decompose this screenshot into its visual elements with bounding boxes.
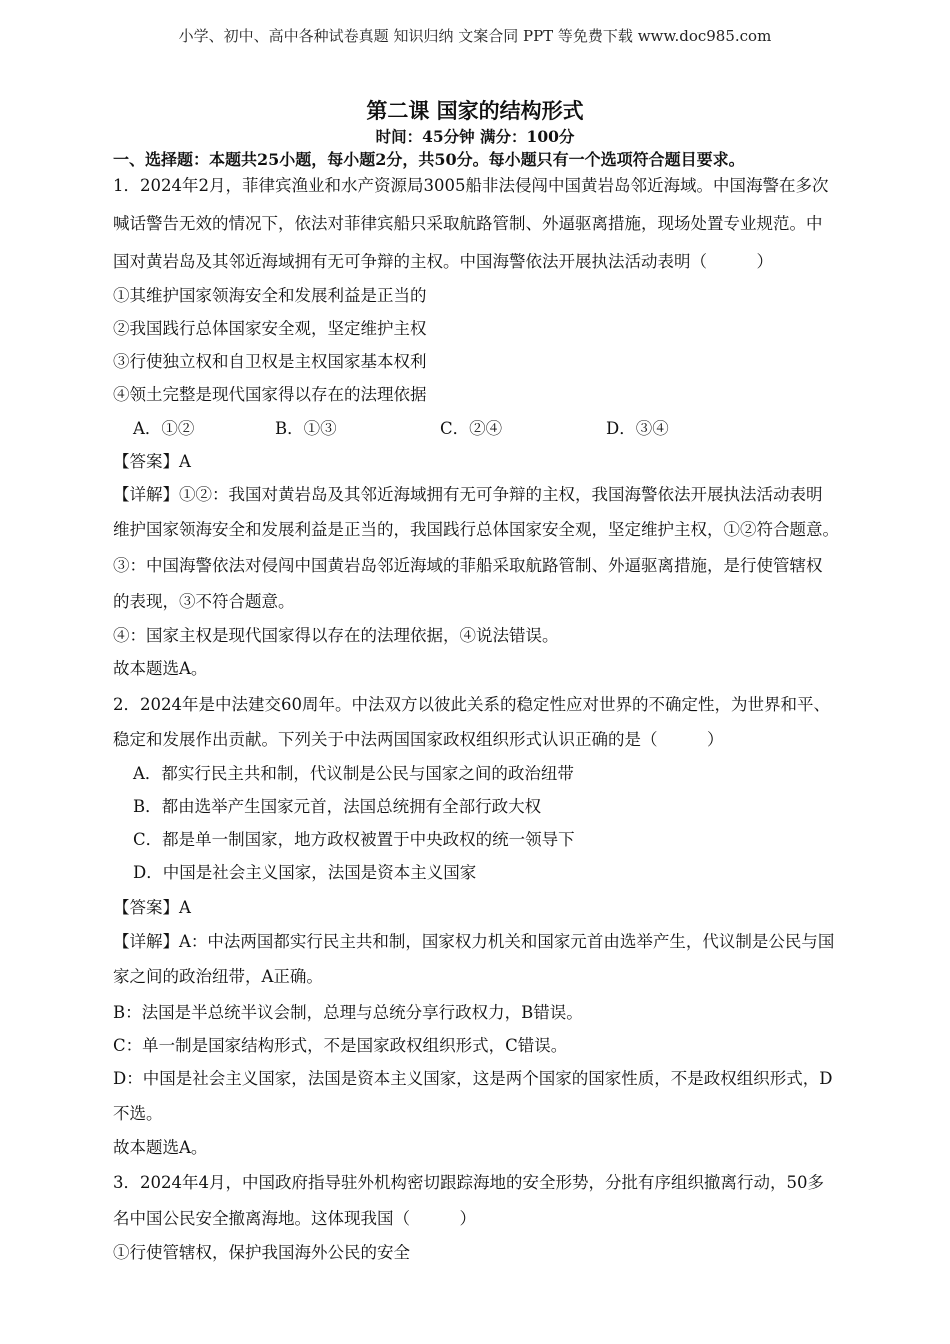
text-line: 故本题选A。 bbox=[113, 659, 208, 678]
option-c: C．②④ bbox=[440, 419, 503, 438]
text-line: 【详解】①②：我国对黄岩岛及其邻近海域拥有无可争辩的主权，我国海警依法开展执法活动表明 bbox=[113, 485, 823, 504]
text-line: ②我国践行总体国家安全观，坚定维护主权 bbox=[113, 319, 427, 338]
text-line: 不选。 bbox=[113, 1104, 163, 1123]
text-line: 维护国家领海安全和发展利益是正当的，我国践行总体国家安全观，坚定维护主权，①②符合题意。 bbox=[113, 520, 839, 539]
text-line: ③：中国海警依法对侵闯中国黄岩岛邻近海域的菲船采取航路管制、外逼驱离措施，是行使管辖权 bbox=[113, 556, 823, 575]
option-a: A．①② bbox=[133, 419, 195, 438]
text-line: A．都实行民主共和制，代议制是公民与国家之间的政治纽带 bbox=[133, 764, 574, 783]
text-line: B：法国是半总统半议会制，总理与总统分享行政权力，B错误。 bbox=[113, 1003, 583, 1022]
text-line: C：单一制是国家结构形式，不是国家政权组织形式，C错误。 bbox=[113, 1036, 568, 1055]
text-line: D．中国是社会主义国家，法国是资本主义国家 bbox=[133, 863, 477, 882]
text-line: ④领土完整是现代国家得以存在的法理依据 bbox=[113, 385, 427, 404]
text-line: 家之间的政治纽带，A正确。 bbox=[113, 967, 323, 986]
option-b: B．①③ bbox=[275, 419, 337, 438]
text-line: ④：国家主权是现代国家得以存在的法理依据，④说法错误。 bbox=[113, 626, 559, 645]
text-line: 国对黄岩岛及其邻近海域拥有无可争辩的主权。中国海警依法开展执法活动表明（ ） bbox=[113, 252, 773, 271]
text-line: 故本题选A。 bbox=[113, 1138, 208, 1157]
exam-time-info: 时间：45分钟 满分：100分 bbox=[375, 127, 575, 146]
page-title: 第二课 国家的结构形式 bbox=[366, 98, 584, 123]
text-line: 【详解】A：中法两国都实行民主共和制，国家权力机关和国家元首由选举产生，代议制是公民与国 bbox=[113, 932, 835, 951]
text-line: B．都由选举产生国家元首，法国总统拥有全部行政大权 bbox=[133, 797, 542, 816]
text-line: 【答案】A bbox=[113, 452, 191, 471]
section-heading: 一、选择题：本题共25小题，每小题2分，共50分。每小题只有一个选项符合题目要求。 bbox=[113, 150, 745, 169]
text-line: ①其维护国家领海安全和发展利益是正当的 bbox=[113, 286, 427, 305]
text-line: 稳定和发展作出贡献。下列关于中法两国国家政权组织形式认识正确的是（ ） bbox=[113, 730, 724, 749]
text-line: 1．2024年2月，菲律宾渔业和水产资源局3005船非法侵闯中国黄岩岛邻近海域。中国海警在多次 bbox=[113, 176, 829, 195]
text-line: C．都是单一制国家，地方政权被置于中央政权的统一领导下 bbox=[133, 830, 575, 849]
text-line: 喊话警告无效的情况下，依法对菲律宾船只采取航路管制、外逼驱离措施，现场处置专业规范。中 bbox=[113, 214, 823, 233]
text-line: 名中国公民安全撤离海地。这体现我国（ ） bbox=[113, 1209, 476, 1228]
page-header: 小学、初中、高中各种试卷真题 知识归纳 文案合同 PPT 等免费下载 www.doc985.com bbox=[178, 27, 772, 45]
text-line: D：中国是社会主义国家，法国是资本主义国家，这是两个国家的国家性质，不是政权组织形式，D bbox=[113, 1069, 833, 1088]
text-line: 3．2024年4月，中国政府指导驻外机构密切跟踪海地的安全形势，分批有序组织撤离行动，50多 bbox=[113, 1173, 824, 1192]
text-line: 的表现，③不符合题意。 bbox=[113, 592, 295, 611]
option-d: D．③④ bbox=[606, 419, 669, 438]
text-line: ①行使管辖权，保护我国海外公民的安全 bbox=[113, 1243, 410, 1262]
text-line: 【答案】A bbox=[113, 898, 191, 917]
text-line: 2．2024年是中法建交60周年。中法双方以彼此关系的稳定性应对世界的不确定性，为世界和平、 bbox=[113, 695, 830, 714]
text-line: ③行使独立权和自卫权是主权国家基本权利 bbox=[113, 352, 427, 371]
